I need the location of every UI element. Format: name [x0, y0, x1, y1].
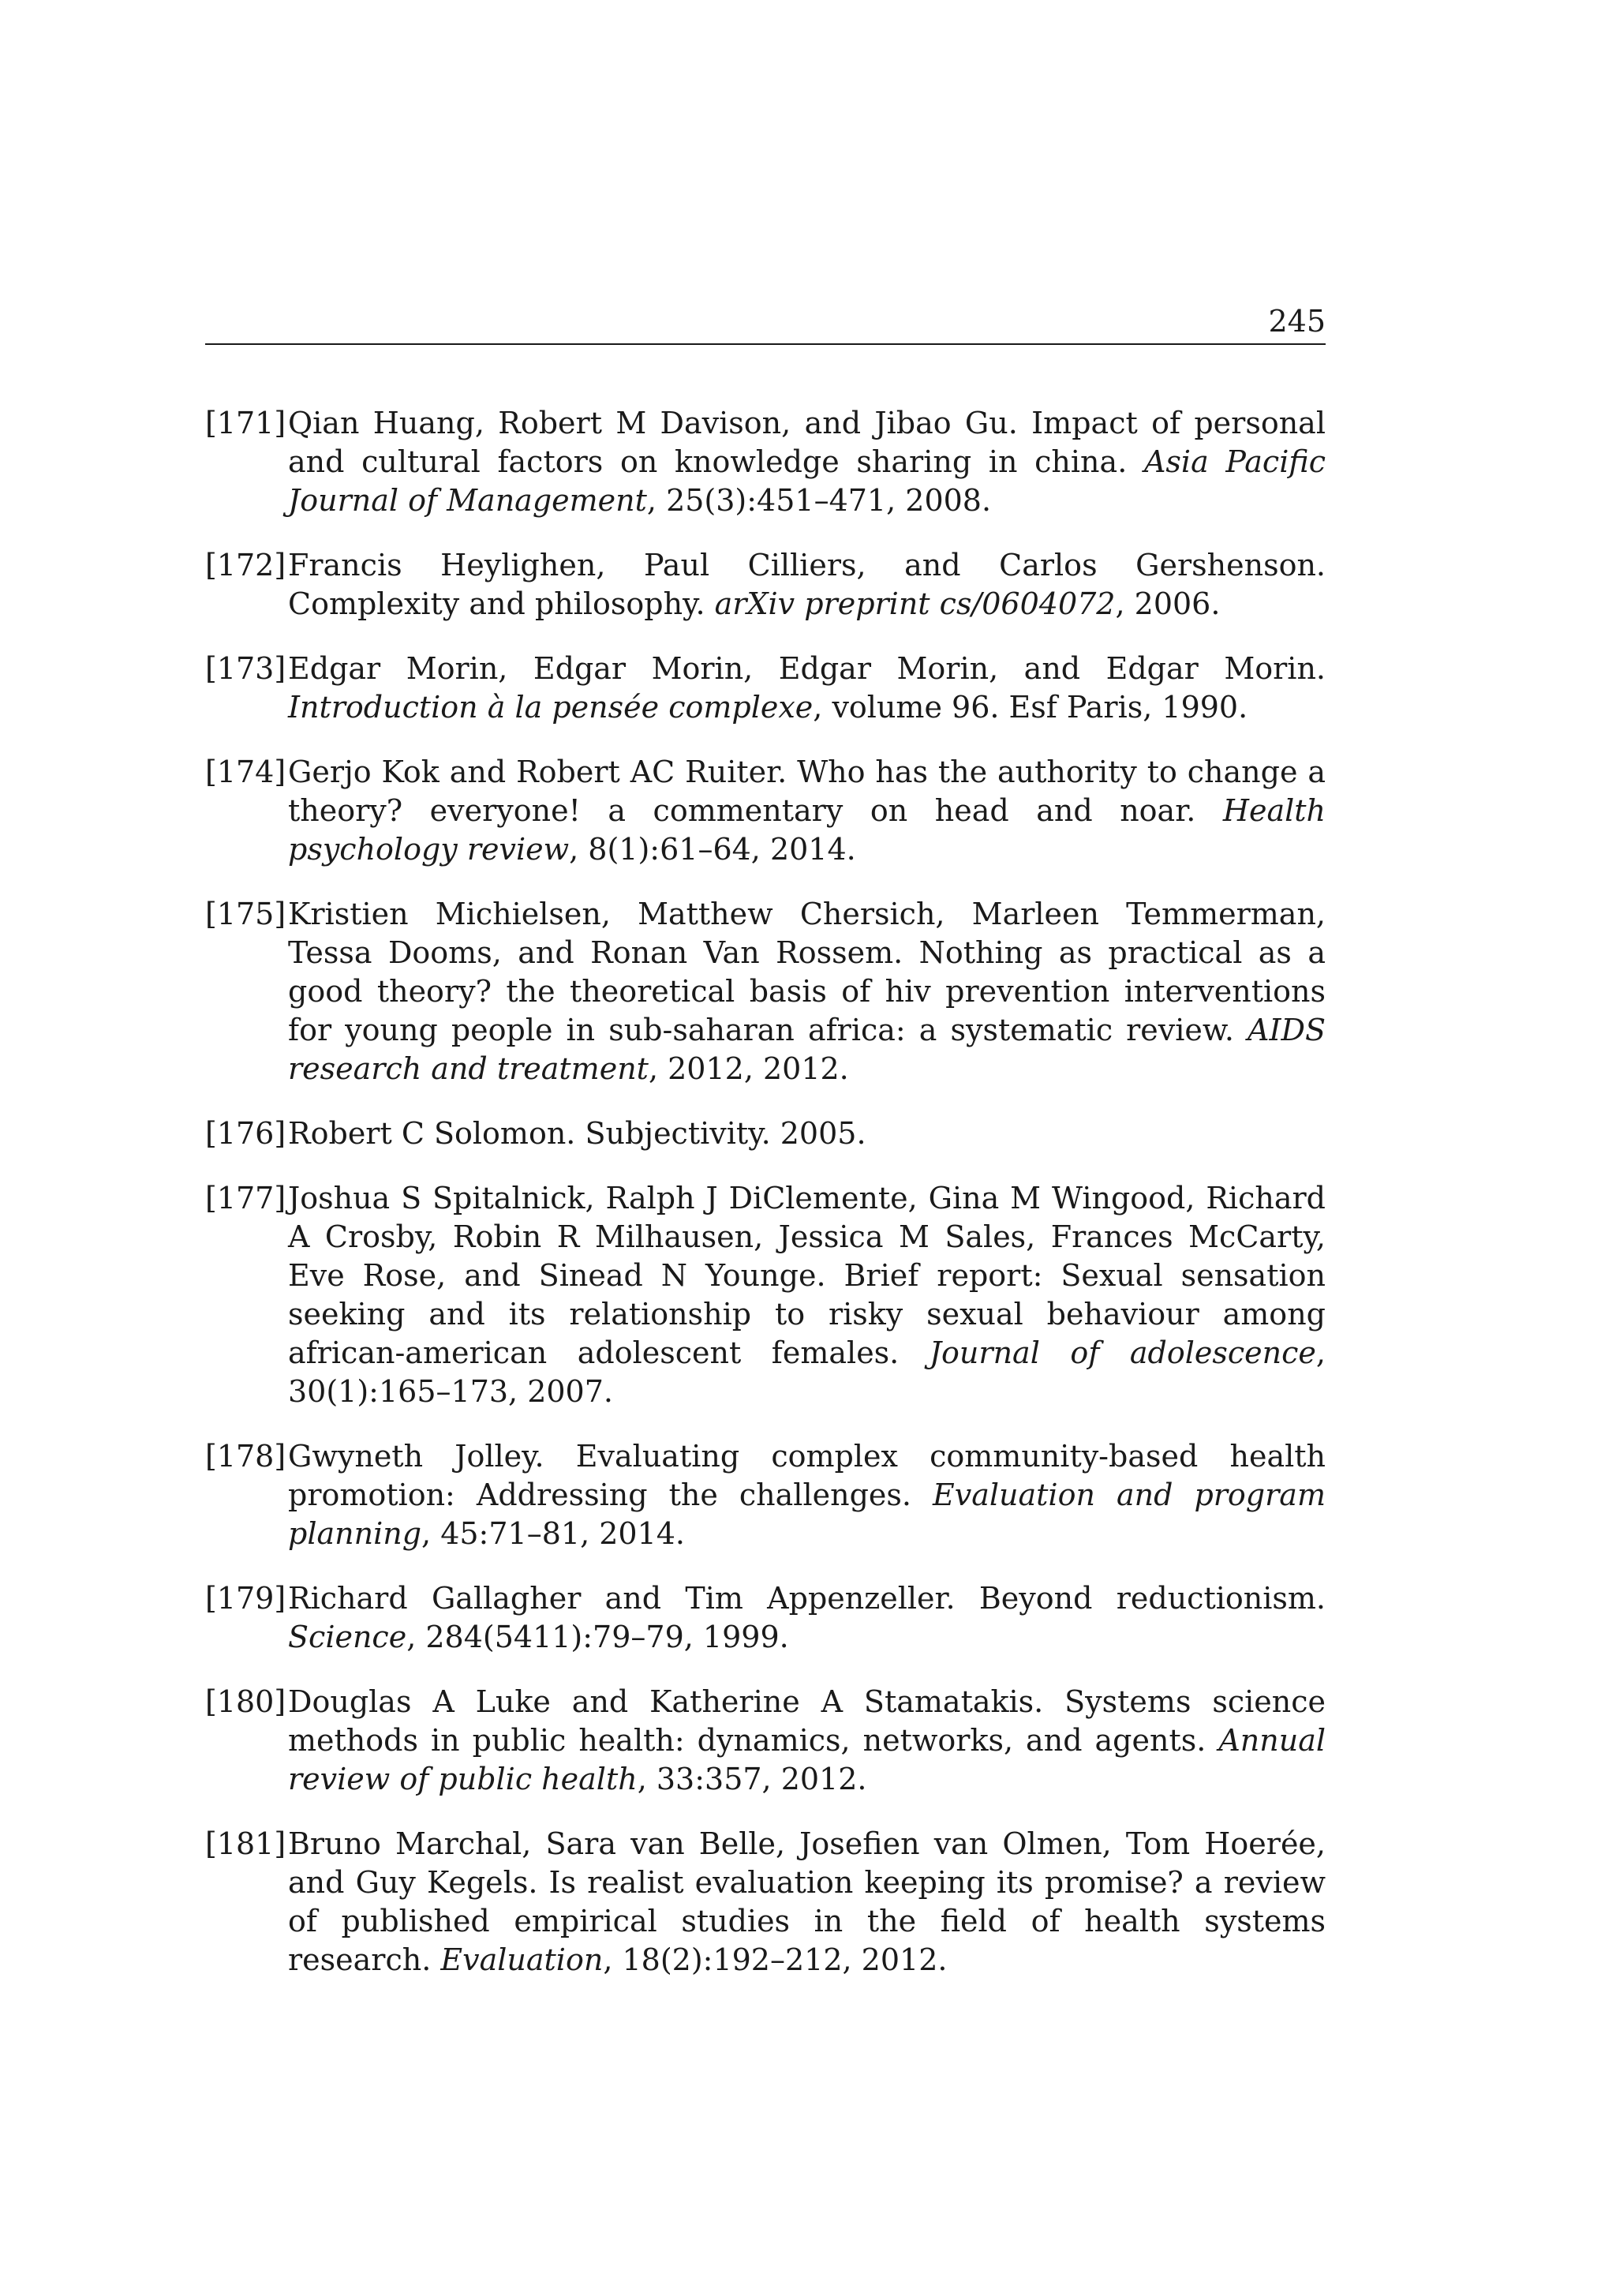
reference-details: , 8(1):61–64, 2014.: [569, 832, 856, 867]
reference-entry: [205, 1825, 1326, 1980]
reference-venue: Introduction à la pensée complexe: [288, 690, 814, 725]
reference-number: [177]: [205, 1181, 286, 1215]
reference-details: , 30(1):165–173, 2007.: [288, 1335, 1326, 1409]
reference-details: , 18(2):192–212, 2012.: [603, 1942, 948, 1977]
reference-text: [288, 1825, 1326, 1980]
reference-number: [181]: [205, 1826, 286, 1861]
header-rule: [205, 343, 1326, 345]
reference-text: [288, 1437, 1326, 1553]
reference-venue: Science: [288, 1620, 407, 1654]
reference-venue: Evaluation: [440, 1942, 604, 1977]
reference-authors-title: Joshua S Spitalnick, Ralph J DiClemente, Gina M Wingood, Richard A Crosby, Robin R Milhausen, Jessica M Sales, Frances McCarty, Eve Rose, and Sinead N Younge. Brief report: Sexual sensation seeking and its relationship to risky sexual behaviour among african-american adolescent females.: [288, 1181, 1326, 1370]
reference-venue: AIDS research and treatment: [288, 1013, 1326, 1086]
reference-text: [288, 753, 1326, 869]
reference-entry: [205, 1579, 1326, 1657]
reference-details: , volume 96. Esf Paris, 1990.: [813, 690, 1248, 725]
reference-text: [288, 546, 1326, 624]
reference-entry: [205, 753, 1326, 869]
page-number: 245: [1268, 304, 1326, 339]
reference-number: [178]: [205, 1439, 286, 1474]
reference-text: [288, 1179, 1326, 1411]
reference-entry: [205, 1683, 1326, 1799]
reference-venue: Evaluation and program planning: [288, 1478, 1326, 1551]
reference-number: [174]: [205, 755, 286, 789]
reference-number: [173]: [205, 651, 286, 686]
reference-number: [179]: [205, 1581, 286, 1616]
reference-authors-title: Kristien Michielsen, Matthew Chersich, Marleen Temmerman, Tessa Dooms, and Ronan Van Rossem. Nothing as practical as a good theory? the theoretical basis of hiv prevention interventions for young people in sub-saharan africa: a systematic review.: [288, 897, 1326, 1047]
reference-entry: [205, 1179, 1326, 1411]
reference-number: [171]: [205, 406, 286, 440]
reference-details: , 45:71–81, 2014.: [421, 1516, 686, 1551]
reference-details: , 25(3):451–471, 2008.: [646, 483, 992, 518]
reference-venue: Journal of adolescence: [929, 1335, 1316, 1370]
reference-authors-title: Douglas A Luke and Katherine A Stamatakis. Systems science methods in public health: dynamics, networks, and agents.: [288, 1684, 1326, 1758]
reference-text: [288, 404, 1326, 520]
reference-entry: [205, 895, 1326, 1088]
reference-venue: arXiv preprint cs/0604072: [714, 586, 1116, 621]
reference-authors-title: Bruno Marchal, Sara van Belle, Josefien van Olmen, Tom Hoerée, and Guy Kegels. Is realist evaluation keeping its promise? a review of published empirical studies in the field of health systems research.: [288, 1826, 1326, 1977]
reference-list: [205, 404, 1326, 2006]
reference-venue: Asia Pacific Journal of Management: [288, 444, 1326, 518]
reference-authors-title: Robert C Solomon. Subjectivity. 2005.: [288, 1116, 866, 1151]
reference-details: , 2012, 2012.: [648, 1051, 849, 1086]
reference-entry: [205, 650, 1326, 727]
reference-entry: [205, 1114, 1326, 1153]
reference-text: [288, 1683, 1326, 1799]
reference-text: [288, 650, 1326, 727]
reference-venue: Health psychology review: [288, 793, 1326, 867]
reference-number: [176]: [205, 1116, 286, 1151]
reference-entry: [205, 1437, 1326, 1553]
reference-number: [172]: [205, 548, 286, 582]
reference-details: , 2006.: [1115, 586, 1221, 621]
reference-venue: Annual review of public health: [288, 1723, 1326, 1796]
reference-number: [175]: [205, 897, 286, 931]
reference-number: [180]: [205, 1684, 286, 1719]
reference-entry: [205, 546, 1326, 624]
reference-authors-title: Edgar Morin, Edgar Morin, Edgar Morin, and Edgar Morin.: [288, 651, 1326, 686]
reference-authors-title: Richard Gallagher and Tim Appenzeller. Beyond reductionism.: [288, 1581, 1326, 1616]
reference-authors-title: Gwyneth Jolley. Evaluating complex community-based health promotion: Addressing the challenges.: [288, 1439, 1326, 1512]
reference-authors-title: Francis Heylighen, Paul Cilliers, and Carlos Gershenson. Complexity and philosophy.: [288, 548, 1326, 621]
reference-text: [288, 1114, 1326, 1153]
reference-entry: [205, 404, 1326, 520]
reference-details: , 284(5411):79–79, 1999.: [406, 1620, 789, 1654]
reference-text: [288, 895, 1326, 1088]
reference-authors-title: Qian Huang, Robert M Davison, and Jibao Gu. Impact of personal and cultural factors on knowledge sharing in china.: [288, 406, 1326, 479]
reference-text: [288, 1579, 1326, 1657]
reference-authors-title: Gerjo Kok and Robert AC Ruiter. Who has the authority to change a theory? everyone! a commentary on head and noar.: [288, 755, 1326, 828]
reference-details: , 33:357, 2012.: [637, 1762, 867, 1796]
